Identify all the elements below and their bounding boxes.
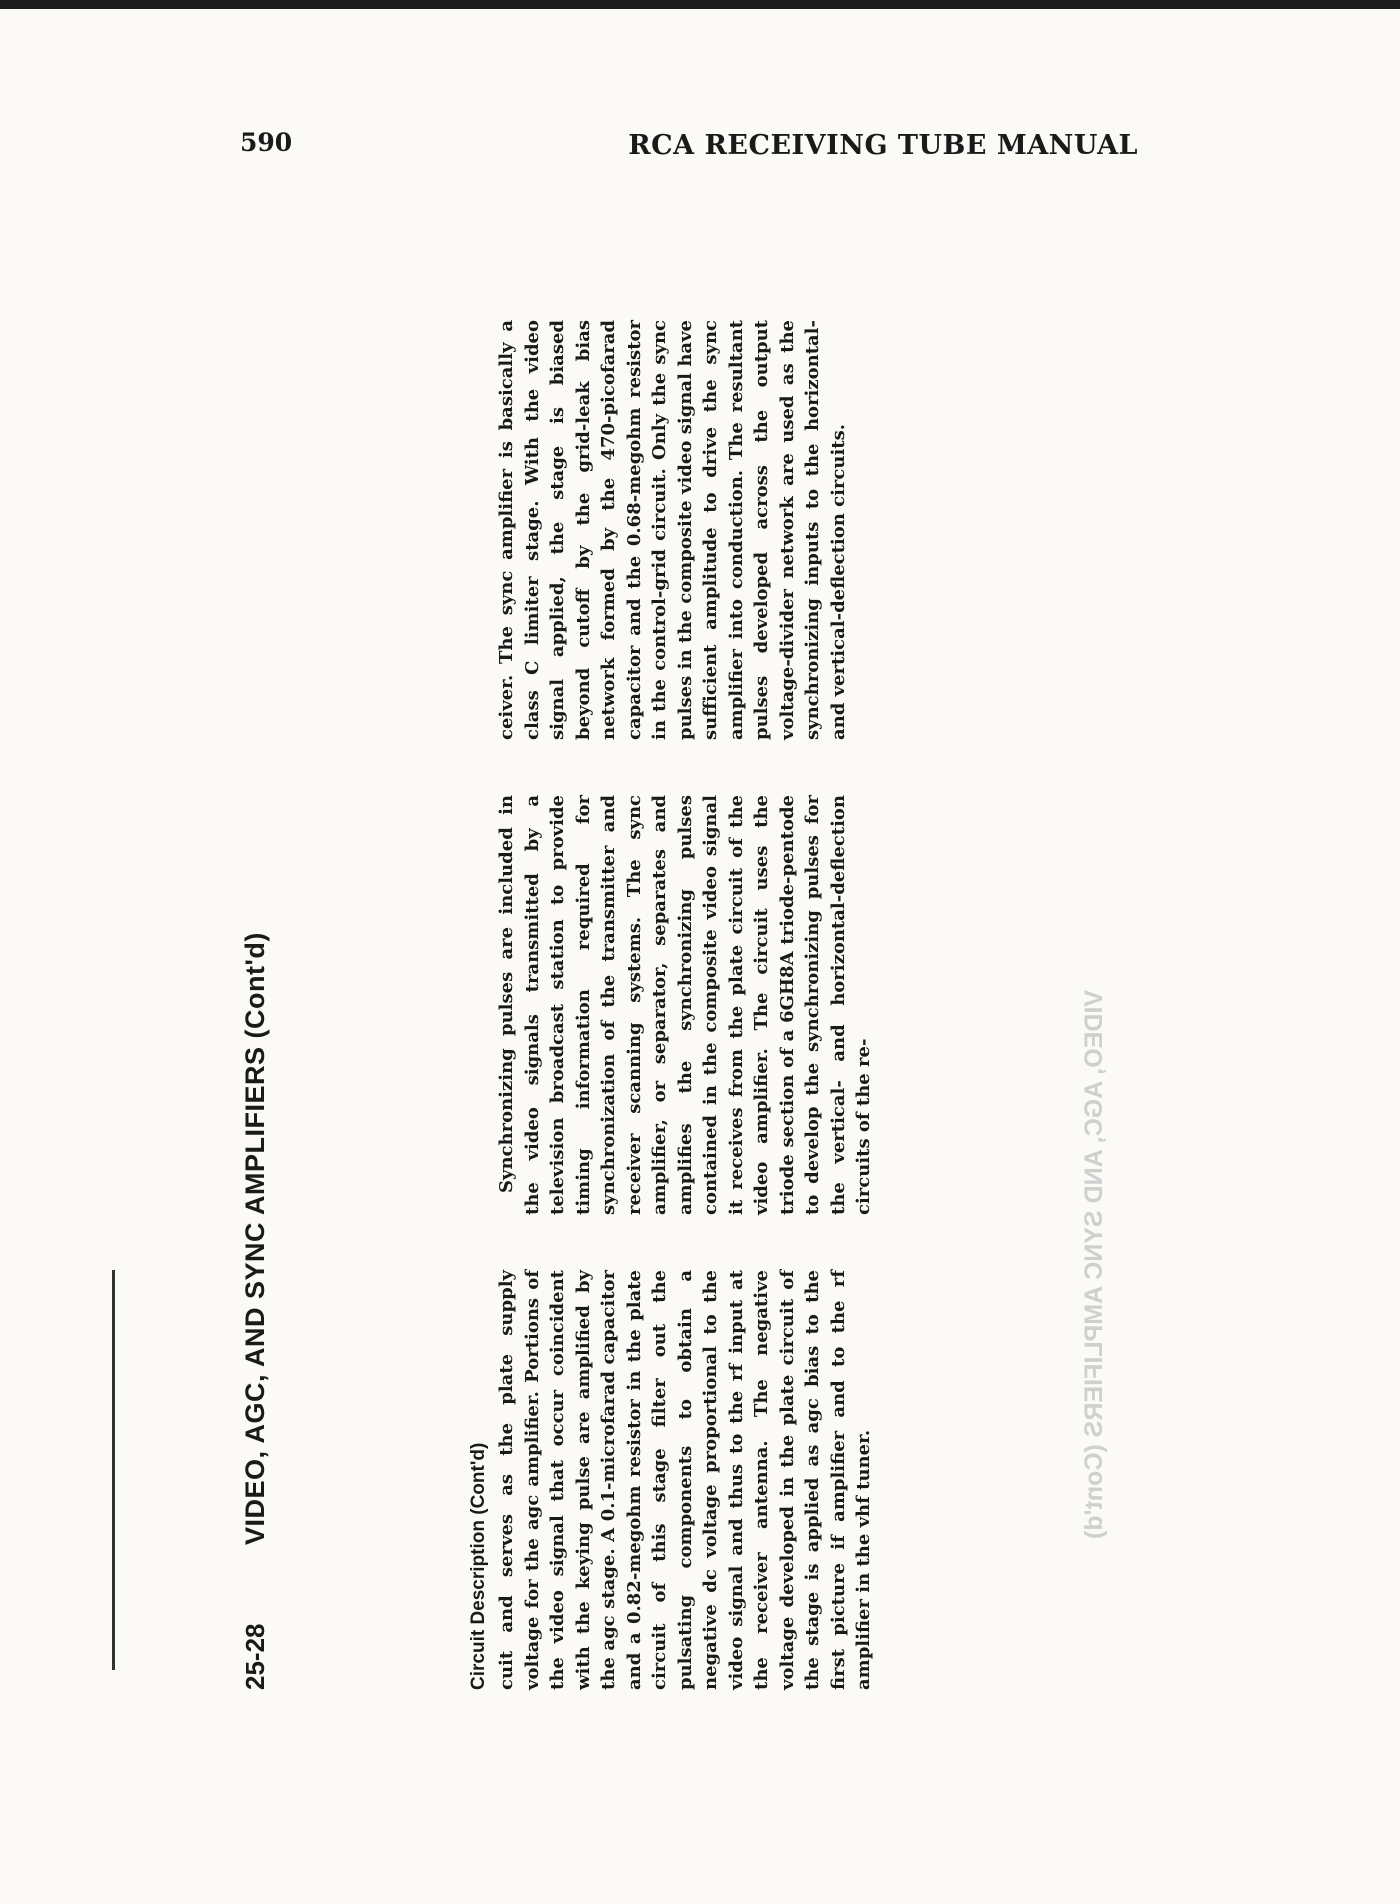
column-3-text: ceiver. The sync amplifier is basically a class C limiter stage. With the video signal applied, the stage is biased beyond cutoff by the grid-leak bias network formed by the 470-picofarad capacitor and the 0.68-megohm resistor in the control-grid circuit. Only the sync pulses in the composite video signal have sufficient amplitude to drive the sync amplifier into conduction. The resultant pulses developed across the output voltage-divider network are used as the synchronizing inputs to the horizontal- and vertical-deflection circuits.: [496, 320, 849, 740]
top-border: [0, 0, 1400, 9]
section-title: VIDEO, AGC, AND SYNC AMPLIFIERS (Cont'd): [240, 932, 270, 1545]
text-column-2: [494, 795, 877, 1215]
running-head: RCA RECEIVING TUBE MANUAL: [628, 130, 1138, 161]
bleed-through-text: VIDEO, AGC, AND SYNC AMPLIFIERS (Cont'd): [1080, 990, 1108, 1539]
subheading: Circuit Description (Cont'd): [468, 1442, 489, 1690]
binding-edge-mark: [112, 1270, 115, 1670]
page-number: 590: [240, 128, 293, 157]
text-column-1: [494, 1270, 877, 1690]
column-1-text: cuit and serves as the plate supply voltage for the agc amplifier. Portions of the video signal that occur coincident with the keying pulse are amplified by the agc stage. A 0.1-microfarad capacitor and a 0.82-megohm resistor in the plate circuit of this stage filter out the pulsating components to obtain a negative dc voltage proportional to the video signal and thus to the rf input at the receiver antenna. The negative voltage developed in the plate circuit of the stage is applied as agc bias to the first picture if amplifier and to the rf amplifier in the vhf tuner.: [496, 1270, 874, 1690]
column-2-text: Synchronizing pulses are included in the video signals transmitted by a television broadcast station to provide timing information required for synchronization of the transmitter and receiver scanning systems. The sync amplifier, or separator, separates and amplifies the synchronizing pulses contained in the composite video signal it receives from the plate circuit of the video amplifier. The circuit uses the triode section of a 6GH8A triode-pentode to develop the synchronizing pulses for the vertical- and horizontal-deflection circuits of the re-: [496, 795, 874, 1215]
section-number: 25-28: [240, 1623, 270, 1690]
text-column-3: [494, 320, 851, 740]
rotated-content: [240, 170, 1108, 1690]
